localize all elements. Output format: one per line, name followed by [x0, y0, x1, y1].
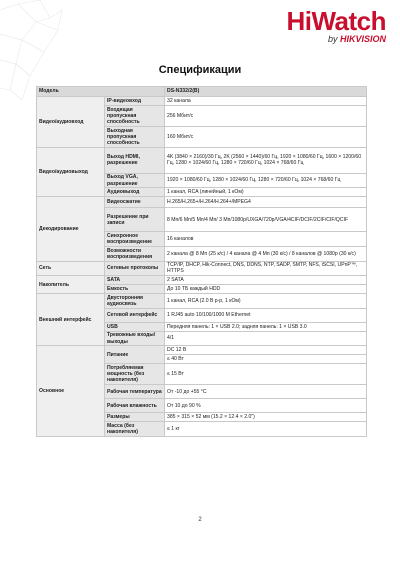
row-value: 8 Мп/6 Мп/5 Мп/4 Мп/ 3 Мп/1080p/UXGA/720p/VGA/4CIF/DCIF/2CIF/CIF/QCIF — [165, 208, 367, 232]
row-label: IP-видеовход — [105, 97, 165, 106]
row-label: Размеры — [105, 413, 165, 422]
row-label: Видеосжатие — [105, 197, 165, 208]
row-value: ≤ 15 Вт — [165, 364, 367, 385]
row-value: До 10 ТБ каждый HDD — [165, 285, 367, 294]
header-model-label: Модель — [37, 87, 165, 97]
row-label: Емкость — [105, 285, 165, 294]
brand-byline: by HIKVISION — [327, 34, 386, 44]
table-row — [37, 97, 367, 106]
row-value: От -10 до +55 °C — [165, 385, 367, 399]
row-value: 32 канала — [165, 97, 367, 106]
row-value: 160 Мбит/с — [165, 126, 367, 147]
row-label: Синхронное воспроизведение — [105, 232, 165, 247]
row-label: Сетевые протоколы — [105, 261, 165, 276]
page-title: Спецификации — [158, 64, 242, 76]
row-label: Рабочая влажность — [105, 399, 165, 413]
row-value: 4K (3840 × 2160)/30 Гц, 2K (2560 × 1440)/60 Гц, 1920 × 1080/60 Гц, 1600 × 1200/60 Гц, 1280 × 1024/60 Гц, 1280 × 720/60 Гц, 1024 × 768/60 Гц — [165, 147, 367, 173]
row-value: 1 RJ45 auto 10/100/1000 M Ethernet — [165, 308, 367, 322]
row-label: Потребляемая мощность (без накопителя) — [105, 364, 165, 385]
row-value: 1 канал, RCA (линейный, 1 кОм) — [165, 188, 367, 197]
group-label: Декодирование — [37, 197, 105, 261]
row-value: 385 × 315 × 52 мм (15.2 × 12.4 × 2.0") — [165, 413, 367, 422]
row-label: Возможности воспроизведения — [105, 246, 165, 261]
group-label: Внешний интерфейс — [37, 294, 105, 346]
row-value: 256 Мбит/с — [165, 106, 367, 127]
row-value: ≤ 40 Вт — [165, 355, 367, 364]
row-value: TCP/IP, DHCP, Hik-Connect, DNS, DDNS, NTP, SADP, SMTP, NFS, iSCSI, UPnP™, HTTPS — [165, 261, 367, 276]
row-label: Выход VGA, разрешение — [105, 173, 165, 188]
row-label: Рабочая температура — [105, 385, 165, 399]
row-value: 1920 × 1080/60 Гц, 1280 × 1024/60 Гц, 1280 × 720/60 Гц, 1024 × 768/60 Гц — [165, 173, 367, 188]
group-label: Основное — [37, 346, 105, 436]
row-label: Выходная пропускная способность — [105, 126, 165, 147]
row-label: Сетевой интерфейс — [105, 308, 165, 322]
group-label: Видео/аудиовход — [37, 97, 105, 148]
table-row — [37, 276, 367, 285]
header-model-value: DS-N332/2(B) — [165, 87, 367, 97]
table-row — [37, 346, 367, 355]
spec-table — [36, 86, 367, 437]
row-value: 2 канала @ 8 Мп (25 к/с) / 4 канала @ 4 Мп (30 к/с) / 8 каналов @ 1080p (30 к/с) — [165, 246, 367, 261]
row-value: H.265/H.265+/H.264/H.264+/MPEG4 — [165, 197, 367, 208]
row-value: 4/1 — [165, 331, 367, 346]
row-label: Масса (без накопителя) — [105, 422, 165, 437]
table-row — [37, 147, 367, 173]
group-label: Накопитель — [37, 276, 105, 294]
group-label: Видео/аудиовыход — [37, 147, 105, 197]
brand-wordmark: HiWatch — [286, 6, 386, 36]
table-row — [37, 197, 367, 208]
row-label: Выход HDMI, разрешение — [105, 147, 165, 173]
table-row — [37, 294, 367, 309]
row-label: Аудиовыход — [105, 188, 165, 197]
row-label: USB — [105, 322, 165, 331]
row-label: Разрешение при записи — [105, 208, 165, 232]
row-label: Тревожные входы/выходы — [105, 331, 165, 346]
row-value: От 10 до 90 % — [165, 399, 367, 413]
row-value: 16 каналов — [165, 232, 367, 247]
row-value: 1 канал, RCA (2.0 В p-p, 1 кОм) — [165, 294, 367, 309]
row-label: SATA — [105, 276, 165, 285]
table-header-row — [37, 87, 367, 97]
group-label: Сеть — [37, 261, 105, 276]
row-label: Двусторонняя аудиосвязь — [105, 294, 165, 309]
row-value: DC 12 В — [165, 346, 367, 355]
page-number: 2 — [198, 517, 202, 523]
row-value: ≤ 1 кг — [165, 422, 367, 437]
row-label: Входящая пропускная способность — [105, 106, 165, 127]
row-value: Передняя панель: 1 × USB 2.0; задняя панель: 1 × USB 3.0 — [165, 322, 367, 331]
table-row — [37, 261, 367, 276]
row-label: Питание — [105, 346, 165, 364]
hiwatch-logo — [286, 8, 386, 45]
row-value: 2 SATA — [165, 276, 367, 285]
